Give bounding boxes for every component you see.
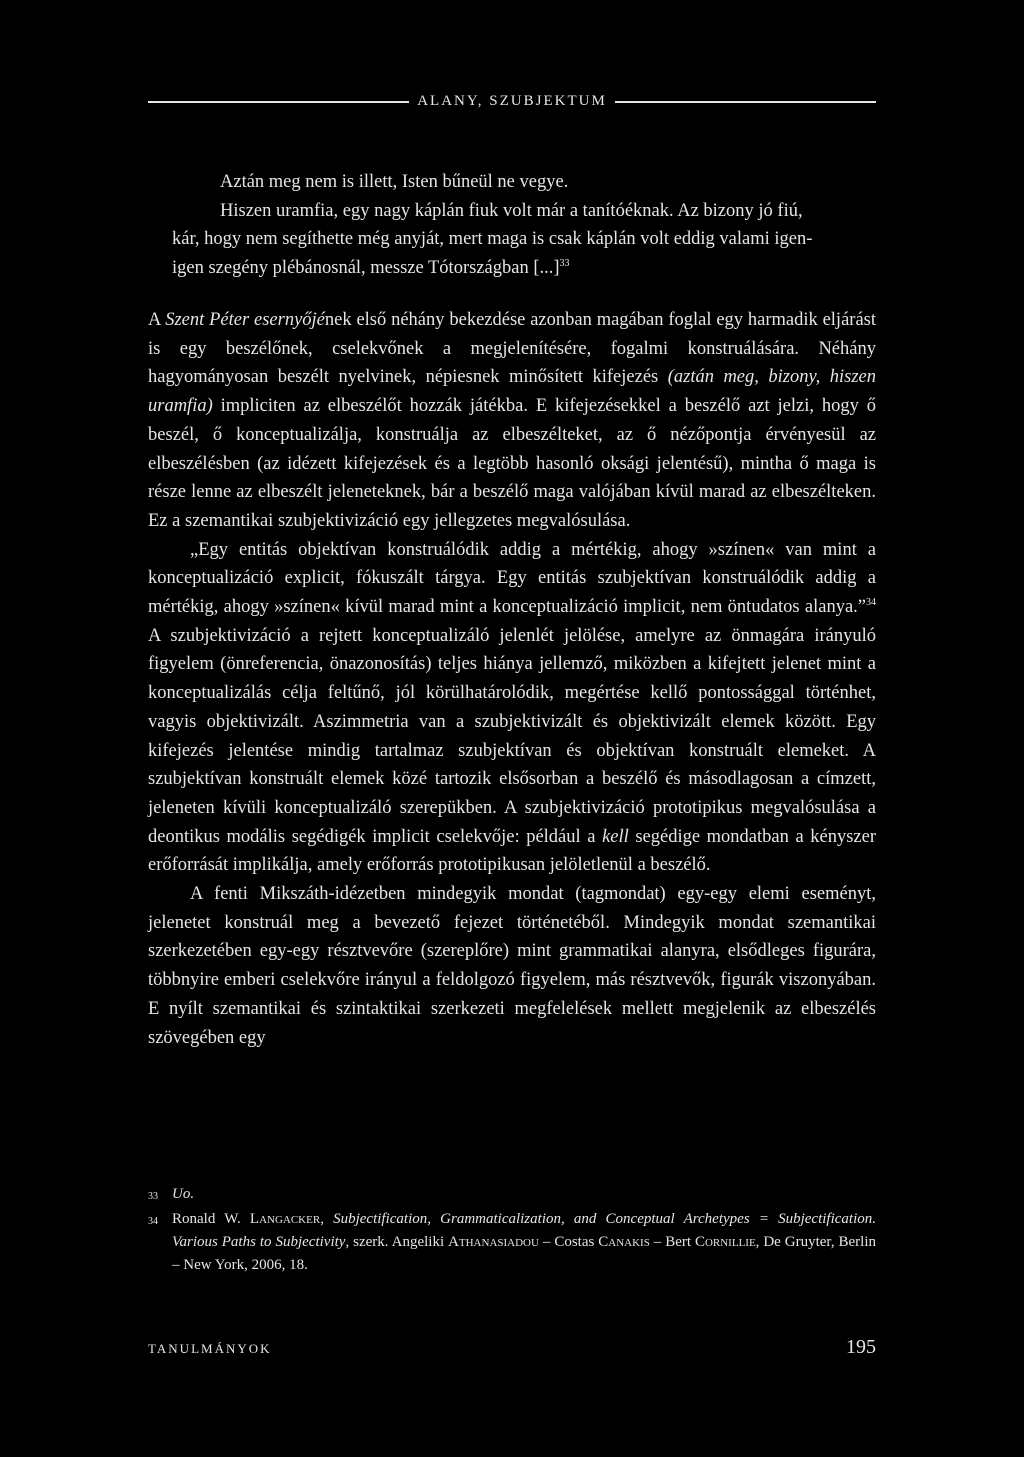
quote-paragraph bbox=[172, 197, 832, 283]
quote-text: Hiszen uramfia, egy nagy káplán fiuk volt már a tanítóéknak. Az bizony jó fiú, kár, hogy nem segíthette még anyját, mert maga is csak káplán volt eddig valami igen-igen szegény plébánosnál, messze Tótországban [...] bbox=[172, 200, 813, 278]
footnote-text: Ronald W. Langacker, Subjectification, Grammaticalization, and Conceptual Archetypes = Subjectification. Various Paths to Subjectivity, szerk. Angeliki Athanasiadou – Costas Canakis – Bert Cornillie, De Gruyter, Berlin – New York, 2006, 18. bbox=[172, 1211, 876, 1273]
editor-name: Athanasiadou bbox=[448, 1234, 539, 1250]
text-run: – Costas bbox=[538, 1234, 599, 1250]
footnote-ref-33[interactable]: 33 bbox=[559, 257, 570, 269]
footnote-ref-34[interactable]: 34 bbox=[866, 597, 876, 609]
cited-title: Subjectification, Grammaticalization, and Conceptual Archetypes = Subjectification. Various Paths to Subjectivity bbox=[172, 1211, 876, 1250]
section-name: TANULMÁNYOK bbox=[148, 1341, 272, 1356]
footnote-text bbox=[172, 1183, 876, 1208]
text-run: segédige mondatban a kényszer erőforrását implikálja, amely erőforrás prototipikusan jelöletlenül a beszélő. bbox=[148, 826, 877, 876]
footnote-ibid: Uo. bbox=[172, 1186, 195, 1202]
text-run: , De Gruyter, Berlin – New York, 2006, 18. bbox=[172, 1234, 876, 1273]
footnote-number: 34 bbox=[148, 1216, 158, 1227]
editor-name: Cornillie bbox=[694, 1234, 756, 1250]
citation-text: „Egy entitás objektívan konstruálódik addig a mértékig, ahogy »színen« van mint a konceptualizáció explicit, fókuszált tárgya. Egy entitás szubjektívan konstruálódik addig a mértékig, ahogy »színen« kívül marad mint a konceptualizáció implicit, nem öntudatos alanya.” bbox=[148, 539, 876, 618]
header-rule-left bbox=[148, 101, 409, 103]
text-run: Ronald W. bbox=[172, 1211, 250, 1227]
text-run: A bbox=[148, 310, 166, 330]
editor-name: Canakis bbox=[598, 1234, 650, 1250]
text-run: , szerk. Angeliki bbox=[345, 1234, 449, 1250]
example-word: kell bbox=[602, 826, 629, 847]
footnote-number: 33 bbox=[148, 1191, 158, 1202]
running-header bbox=[148, 93, 876, 110]
text-run: A szubjektivizáció a rejtett konceptualizáló jelenlét jelölése, amelyre az önmagára irányuló figyelem (önreferencia, önazonosítás) teljes hiánya jellemző, miközben a kifejtett jelenet mint a konceptualizálás célja feltűnő, jól körülhatárolódik, megértése kellő pontossággal történhet, vagyis objektivizált. Aszimmetria van a szubjektivizált és objektivizált elemek között. Egy kifejezés jelentése mindig tartalmaz szubjektívan és objektívan konstruált elemeket. A szubjektívan konstruált elemek közé tartozik elsősorban a beszélő és másodlagosan a címzett, jeleneten kívüli konceptualizáló szerepükben. A szubjektivizáció prototipikus megvalósulása a deontikus modális segédigék implicit cselekvője: például a bbox=[148, 625, 876, 847]
paragraph-1 bbox=[148, 306, 876, 536]
footnote-34 bbox=[148, 1208, 876, 1277]
text-run: impliciten az elbeszélőt hozzák játékba. E kifejezésekkel a beszélő azt jelzi, hogy ő beszél, ő konceptualizálja, konstruálja az elbeszélteket, az ő nézőpontja érvényesül az elbeszélésben (az idézett kifejezések és a legtöbb hasonló oksági jelentésű), mintha ő maga is része lenne az elbeszélt jeleneteknek, bár a beszélő maga valójában kívül marad az elbeszélteken. Ez a szemantikai szubjektivizáció egy jellegzetes megvalósulása. bbox=[148, 396, 876, 531]
header-rule-right bbox=[615, 101, 876, 103]
footnotes bbox=[148, 1183, 876, 1277]
work-title: Szent Péter esernyőjé bbox=[165, 310, 325, 330]
page-number: 195 bbox=[846, 1336, 876, 1358]
quote-line: Aztán meg nem is illett, Isten bűneül ne vegye. bbox=[220, 172, 569, 192]
page-footer bbox=[148, 1336, 876, 1359]
block-quote bbox=[172, 168, 832, 282]
footnote-33 bbox=[148, 1183, 876, 1208]
author-name: Langacker bbox=[249, 1211, 321, 1227]
text-run: – Bert bbox=[649, 1234, 695, 1250]
paragraph-2 bbox=[148, 536, 876, 880]
paragraph-3: A fenti Mikszáth-idézetben mindegyik mondat (tagmondat) egy-egy elemi eseményt, jelenetet konstruál meg a bevezető fejezet történetéből. Mindegyik mondat szemantikai szerkezetében egy-egy résztvevőre (szereplőre) mint grammatikai alanyra, elsődleges figurára, többnyire emberi cselekvőre irányul a feldolgozó figyelem, más résztvevők, figurák viszonyában. E nyílt szemantikai és szintaktikai szerkezeti megfelelések mellett megjelenik az elbeszélés szövegében egy bbox=[148, 884, 876, 1048]
main-text bbox=[148, 306, 876, 1052]
example-expressions: (aztán meg, bizony, hiszen uramfia) bbox=[148, 367, 876, 417]
running-title: ALANY, SZUBJEKTUM bbox=[417, 93, 607, 109]
text-run: nek első néhány bekezdése azonban magában foglal egy harmadik eljárást is egy beszélőnek, cselekvőnek a megjelenítésére, fogalmi konstruálására. Néhány hagyományosan beszélt nyelvinek, népiesnek minősített kifejezés bbox=[148, 310, 876, 388]
